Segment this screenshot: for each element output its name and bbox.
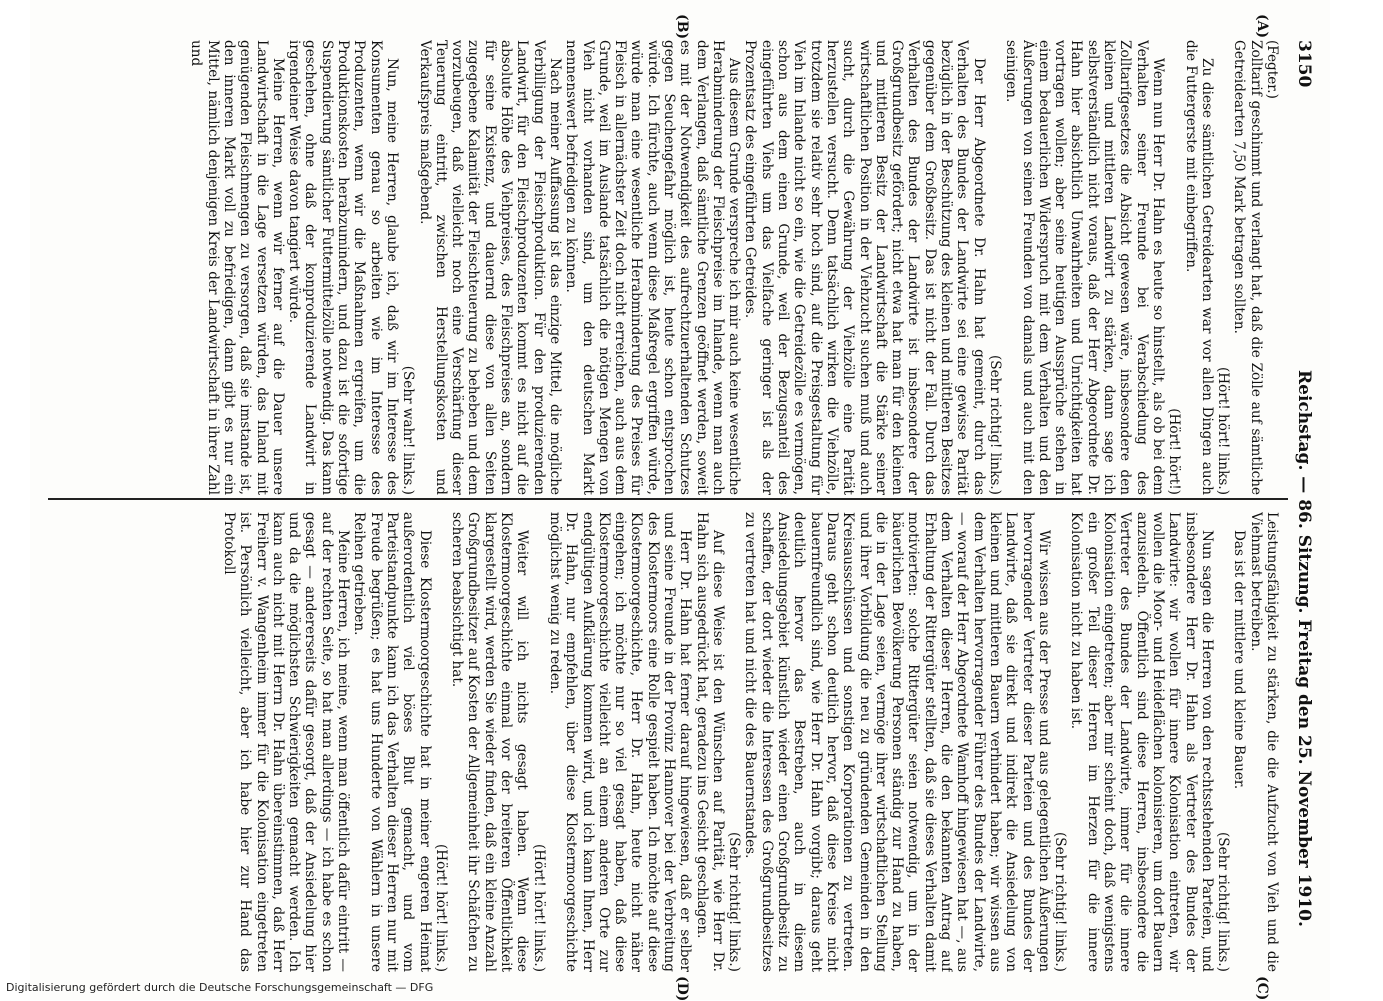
margin-marker-c: (C): [1254, 976, 1270, 1001]
paragraph: Aus diesem Grunde verspreche ich mir auch keine wesentliche Herabminderung der Fleischpreise im Inlande, wenn man auch dem Verlangen, daß sämtliche Grenzen geöffnet werden, soweit es mit der Notwendigkeit des aufrechtzuerhaltenden Schutzes gegen Seuchengefahr möglich ist, heute schon entsprochen würde. Ich fürchte, auch wenn diese Maßregel ergriffen würde, würde man eine wesentliche Herabminderung des Preises für Fleisch in allernächster Zeit doch nicht erreichen, auch aus dem Grunde, weil im Auslande tatsächlich die nötigen Mengen von Vieh nicht vorhanden sind, um den deutschen Markt nennenswert befriedigen zu können.: [563, 40, 743, 495]
column-divider: [48, 498, 1288, 500]
paragraph: Herr Dr. Hahn hat ferner darauf hingewiesen, daß er selber und seine Freunde in der Provinz Hannover bei der Verbreitung des Klostermoors eine Rolle gespielt haben. Ich möchte auf diese Klostermoorgeschichte, Herr Dr. Hahn, heute nicht näher eingehen; ich möchte nur so viel gesagt haben, daß diese Klostermoorgeschichte vielleicht an einem anderen Orte zur endgültigen Aufklärung kommen wird, und ich kann Ihnen, Herr Dr. Hahn, nur empfehlen, über diese Klostermoorgeschichte möglichst wenig zu reden.: [546, 512, 694, 972]
interjection: (Sehr richtig! links.): [1052, 831, 1069, 972]
paragraph: Meine Herren, ich meine, wenn man öffentlich dafür eintritt — auf der rechten Seite, so hat man allerdings — ich habe es schon gesagt — andererseits dafür gesorgt, daß der Ansiedelung hier und da die möglichsten Schwierigkeiten gemacht werden. Ich kann auch nicht mit Herrn Dr. Hahn übereinstimmen, daß Herr Freiherr v. Wangenheim immer für die Kolonisation eingetreten ist. Persönlich vielleicht, aber ich habe hier zur Hand das Protokoll: [221, 512, 352, 972]
page-header: [1288, 40, 1322, 972]
paragraph: Nun, meine Herren, glaube ich, daß wir im Interesse des Konsumenten genau so arbeiten wie im Interesse des Produzenten, wenn wir die Maßnahmen ergreifen, um die Produktionskosten herabzumindern, und dazu ist die sofortige Suspendierung sämtlicher Futtermittelzölle notwendig. Das kann geschehen, ohne daß der konproduzierende Landwirt in irgendeiner Weise davon tangiert würde.: [286, 40, 400, 495]
interjection: (Sehr richtig! links.): [986, 354, 1003, 495]
right-column: [40, 512, 1280, 972]
left-column: [40, 40, 1280, 495]
paragraph: Wenn nun Herr Dr. Hahn es heute so hinstellt, als ob bei dem Verhalten seiner Freunde bei Verabschiedung des Zolltarifgesetzes die Absicht gewesen wäre, insbesondere den kleinen und mittleren Landwirt zu stärken, dann sage ich selbstverständlich nicht voraus, daß der Herr Abgeordnete Dr. Hahn hier absichtlich Unwahrheiten und Unrichtigkeiten hat vortragen wollen; aber seine heutigen Aussprüche stehen in einem bedauerlichen Widerspruch mit dem Verhalten und den Äußerungen von seinen Freunden von damals und auch mit den seinigen.: [1003, 40, 1166, 495]
margin-marker-b: (B): [674, 14, 690, 40]
interjection: (Sehr richtig! links.): [726, 831, 743, 972]
paragraph: Leistungsfähigkeit zu stärken, die die Aufzucht von Vieh und die Viehmast betreiben.: [1247, 512, 1280, 972]
paragraph: Zolltarif geschimmt und verlangt hat, daß die Zölle auf sämtliche Getreidearten 7,50 Mark betragen sollten.: [1231, 40, 1264, 495]
interjection: (Sehr wahr! links.): [400, 365, 417, 495]
paragraph: Zu diese sämtlichen Getreidearten war vor allen Dingen auch die Futtergerste mit einbegriffen.: [1182, 40, 1215, 495]
interjection: (Sehr richtig! links.): [1215, 831, 1232, 972]
paragraph: Weiter will ich nichts gesagt haben. Wenn diese Klostermoorgeschichte einmal vor der breiteren Öffentlichkeit klargestellt wird, werden Sie wieder finden, daß ein kleine Anzahl Großgrundbesitzer auf Kosten der Allgemeinheit ihr Schäfchen zu scheren beabsichtigt hat.: [449, 512, 531, 972]
paragraph: Diese Klostermoorgeschichte hat in meiner engeren Heimat außerordentlich viel böses Blut gemacht, und vom Parteistandpunkte kann ich das Verhalten dieser Herren nur mit Freude begrüßen; es hat uns Hunderte von Wählern in unsere Reihen getrieben.: [351, 512, 433, 972]
interjection: (Hört! hört! links.): [1215, 366, 1232, 495]
margin-marker-d: (D): [674, 976, 690, 1001]
page-title: Reichstag. — 86. Sitzung. Freitag den 25. November 1910.: [1294, 370, 1314, 927]
interjection: (Hört! hört!): [1166, 408, 1183, 495]
paragraph: Nun sagen die Herren von den rechtsstehenden Parteien, und insbesondere Herr Dr. Hahn als Vertreter des Bundes der Landwirte: wir wollen für innere Kolonisation eintreten, wir wollen die Moor- und Heideflächen kolonisieren, um dort Bauern anzusiedeln. Öffentlich sind diese Herren, insbesondere die Vertreter des Bundes der Landwirte, immer für die innere Kolonisation eingetreten; aber mir scheint doch, daß wenigstens ein großer Teil dieser Herren im Herzen für die innere Kolonisation nicht zu haben ist.: [1068, 512, 1215, 972]
paragraph: Wir wissen aus der Presse und aus gelegentlichen Äußerungen hervorragender Vertreter dieser Parteien und des Bundes der Landwirte, daß sie direkt und indirekt die Ansiedelung von kleinen und mittleren Bauern verhindert haben; wir wissen aus dem Verhalten hervorragender Führer des Bundes der Landwirte, — worauf der Herr Abgeordnete Wamhoff hingewiesen hat —, aus dem Verhalten dieser Herren, die den bekannten Antrag auf Erhaltung der Rittergüter stellten, daß sie dieses Verhalten damit motivierten: solche Rittergüter seien notwendig, um in der bäuerlichen Bevölkerung Personen ständig zur Hand zu haben, die in der Lage seien, vermöge ihrer wirtschaftlichen Stellung und ihrer Vorbildung die neu zu gründenden Gemeinden in den Kreisausschüssen und sonstigen Korporationen zu vertreten. Daraus geht schon deutlich hervor, daß diese Kreise nicht bauernfreundlich sind, wie Herr Dr. Hahn vorgibt; daraus geht deutlich hervor das Bestreben, auch in diesem Ansiedelungsgebiet künstlich wieder einen Großgrundbesitz zu schaffen, der dort wieder die Interessen des Großgrundbesitzes zu vertreten hat und nicht die des Bauernstandes.: [742, 512, 1052, 972]
paragraph: Meine Herren, wenn wir ferner auf die Dauer unsere Landwirtschaft in die Lage versetzen würden, das Inland mit genügenden Fleischmengen zu versorgen, daß sie imstande ist, den inneren Markt voll zu befriedigen, dann gibt es nur ein Mittel, nämlich denjenigen Kreis der Landwirtschaft in ihrer Zahl und: [188, 40, 286, 495]
paragraph: (Fegter.): [1264, 40, 1280, 99]
margin-marker-a: (A): [1254, 14, 1270, 39]
scanned-page: [30, 0, 1330, 1000]
paragraph: Der Herr Abgeordnete Dr. Hahn hat gemeint, durch das Verhalten des Bundes der Landwirte sei eine gewisse Parität bezüglich in der Beschützung des kleinen und mittleren Besitzes gegenüber dem Großbesitz. Das ist nicht der Fall. Durch das Verhalten des Bundes der Landwirte ist insbesondere der Großgrundbesitz gefördert; nicht etwa hat man für den kleinen und mittleren Besitz der Landwirtschaft die Stärke seiner wirtschaftlichen Position in der Viehzucht suchen muß und auch sucht, durch die Gewährung der Viehzölle eine Parität herzustellen versucht. Denn tatsächlich wirken die Viehzölle, trotzdem sie relativ sehr hoch sind, auf die Preisgestaltung für Vieh im Inlande nicht so ein, wie die Getreidezölle es vermögen, schon aus dem einen Grunde, weil der Bezugsanteil des eingeführten Viehs um das Vielfache geringer ist als der Prozentsatz des eingeführten Getreides.: [742, 40, 987, 495]
footer-credit: Digitalisierung gefördert durch die Deutsche Forschungsgemeinschaft — DFG: [6, 981, 434, 994]
paragraph: Das ist der mittlere und kleine Bauer.: [1231, 530, 1248, 790]
paragraph: Nach meiner Auffassung ist das einzige Mittel, die mögliche Verbilligung der Fleischproduktion. Für den produzierenden Landwirt, für den Fleischproduzenten kommt es nicht auf die absolute Höhe des Viehpreises, des Fleischpreises an, sondern für seine Existenz, und dauernd diese von allen Seiten zugegebene Kalamität der Fleischteuerung zu beheben und dem vorzubeugen, daß vielleicht noch eine Verschärfung dieser Teuerung eintritt, zwischen Herstellungskosten und Verkaufspreis maßgebend.: [416, 40, 563, 495]
page-number: 3150: [1294, 40, 1314, 88]
interjection: (Hört! hört! links.): [530, 843, 547, 972]
interjection: (Hört! hört! links.): [432, 843, 449, 972]
paragraph: Auf diese Weise ist den Wünschen auf Parität, wie Herr Dr. Hahn sich ausgedrückt hat, geradezu ins Gesicht geschlagen.: [693, 512, 726, 972]
